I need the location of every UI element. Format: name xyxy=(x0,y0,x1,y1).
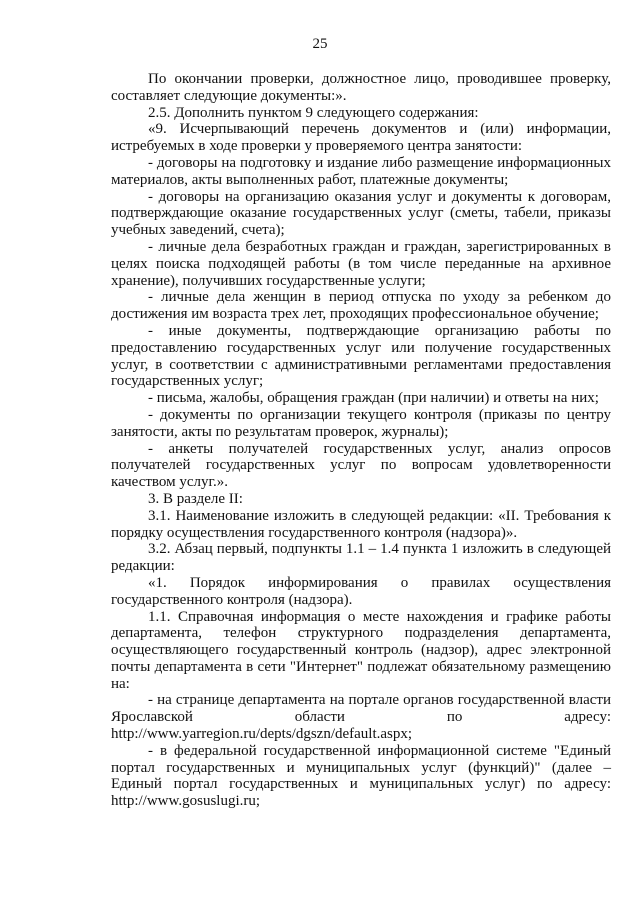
list-item: - в федеральной государственной информационной системе "Единый портал государственных и муниципальных услуг (функций)" (далее – Единый портал государственных и муниципальных услуг) по адресу: http://www.gosuslugi.ru; xyxy=(111,742,611,810)
paragraph: 2.5. Дополнить пунктом 9 следующего содержания: xyxy=(148,104,479,121)
paragraph: По окончании проверки, должностное лицо, проводившее проверку, составляет следующие документы:». xyxy=(111,71,611,104)
list-item: - письма, жалобы, обращения граждан (при наличии) и ответы на них; xyxy=(148,390,599,407)
paragraph: 3. В разделе II: xyxy=(148,490,243,507)
list-item: - договоры на подготовку и издание либо размещение информационных материалов, акты выполненных работ, платежные документы; xyxy=(111,154,611,188)
list-item: - личные дела женщин в период отпуска по уходу за ребенком до достижения им возраста трех лет, проходящих профессиональное обучение; xyxy=(111,289,611,323)
paragraph: 3.1. Наименование изложить в следующей редакции: «II. Требования к порядку осуществления государственного контроля (надзора)». xyxy=(111,507,611,541)
paragraph: «1. Порядок информирования о правилах осуществления государственного контроля (надзора). xyxy=(111,574,611,608)
document-body xyxy=(111,71,611,810)
paragraph: 1.1. Справочная информация о месте нахождения и графике работы департамента, телефон структурного подразделения департамента, осуществляющего государственный контроль (надзор), адрес электронной почты департамента в сети "Интернет" подлежат обязательному размещению на: xyxy=(111,608,611,692)
list-item: - иные документы, подтверждающие организацию работы по предоставлению государственных услуг или получение государственных услуг, в соответствии с административными регламентами предоставления государственных услуг; xyxy=(111,322,611,390)
list-item: - анкеты получателей государственных услуг, анализ опросов получателей государственных услуг по вопросам удовлетворенности качеством услуг.». xyxy=(111,440,611,491)
paragraph: 3.2. Абзац первый, подпункты 1.1 – 1.4 пункта 1 изложить в следующей редакции: xyxy=(111,541,611,575)
page-number: 25 xyxy=(312,36,328,52)
list-item: - личные дела безработных граждан и граждан, зарегистрированных в целях поиска подходящей работы (в том числе переданные на архивное хранение), получивших государственные услуги; xyxy=(111,238,611,289)
paragraph: «9. Исчерпывающий перечень документов и (или) информации, истребуемых в ходе проверки у проверяемого центра занятости: xyxy=(111,121,611,155)
list-item: - на странице департамента на портале органов государственной власти Ярославской области по адресу: http://www.yarregion.ru/depts/dgszn/default.aspx; xyxy=(111,692,611,743)
list-item: - документы по организации текущего контроля (приказы по центру занятости, акты по результатам проверок, журналы); xyxy=(111,406,611,440)
list-item: - договоры на организацию оказания услуг и документы к договорам, подтверждающие оказание государственных услуг (сметы, табели, приказы учебных заведений, счета); xyxy=(111,188,611,239)
